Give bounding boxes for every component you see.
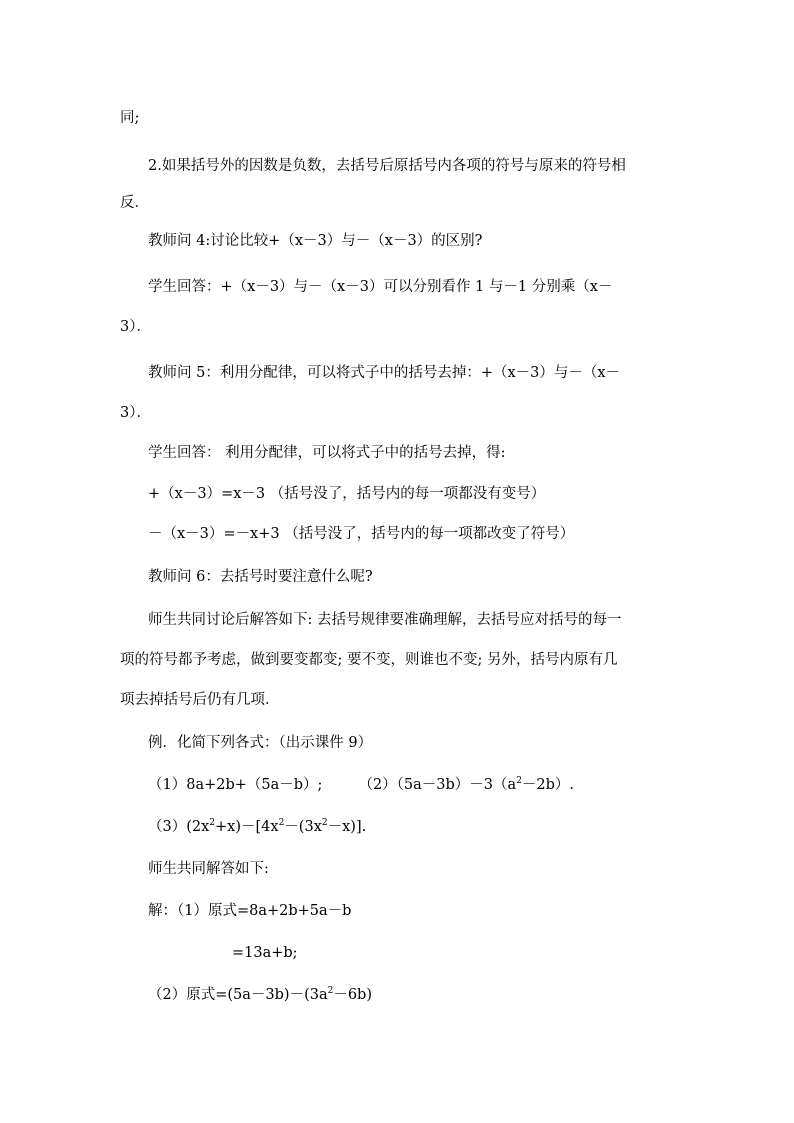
- exercise-2: $(2)(5a-3b)-3(a^2-2b)$.: [358, 776, 575, 793]
- text-line: 学生回答：+（x－3）与－（x－3）可以分别看作 1 与－1 分别乘（x－: [148, 279, 613, 295]
- text-line: －（x－3）=－x+3 （括号没了，括号内的每一项都改变了符号）: [148, 526, 575, 542]
- text-line: 教师问 4:讨论比较+（x－3）与－（x－3）的区别?: [148, 233, 483, 249]
- text-line: 项的符号都予考虑，做到要变都变; 要不变，则谁也不变; 另外，括号内原有几: [120, 652, 618, 668]
- exercise-line-3: $(3)(2x^2+x)-[4x^2-(3x^2-x)]$.: [148, 818, 367, 835]
- text-line: 师生共同解答如下:: [148, 861, 269, 877]
- text-line: 反．: [120, 195, 149, 211]
- text-line: 3）．: [120, 405, 151, 421]
- text-line: 项去掉括号后仍有几项．: [120, 692, 280, 708]
- text-line: 学生回答： 利用分配律，可以将式子中的括号去掉，得:: [148, 445, 506, 461]
- text-line: 3）．: [120, 319, 151, 335]
- exercise-line-1-2: [148, 775, 574, 795]
- text-line: 2.如果括号外的因数是负数，去括号后原括号内各项的符号与原来的符号相: [148, 158, 626, 174]
- solution-line: 解：（1）原式=8a+2b+5a－b: [148, 903, 352, 919]
- text-line: 例．化简下列各式：（出示课件 9）: [148, 735, 373, 751]
- exercise-1: （1）8a+2b+（5a－b）;: [148, 777, 323, 793]
- solution-line-2: （2）原式$=(5a-3b)-(3a^2-6b)$: [148, 986, 372, 1003]
- text-line: +（x－3）=x－3 （括号没了，括号内的每一项都没有变号）: [148, 486, 546, 502]
- text-line: 同;: [120, 110, 140, 126]
- text-line: 教师问 6：去括号时要注意什么呢?: [148, 569, 373, 585]
- solution-line: =13a+b;: [232, 945, 298, 961]
- text-line: 教师问 5：利用分配律，可以将式子中的括号去掉：+（x－3）与－（x－: [148, 365, 621, 381]
- text-line: 师生共同讨论后解答如下: 去括号规律要准确理解，去括号应对括号的每一: [148, 612, 622, 628]
